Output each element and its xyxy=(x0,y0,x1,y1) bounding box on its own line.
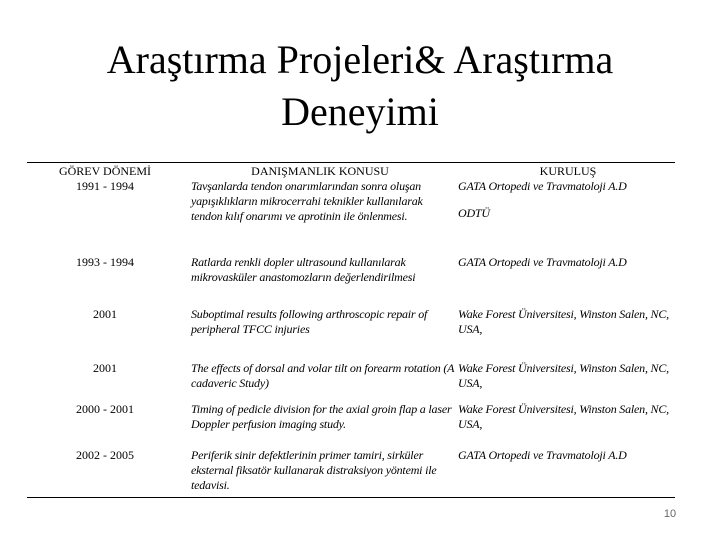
row-1-period: 1991 - 1994 xyxy=(76,179,134,193)
row-6-institution: GATA Ortopedi ve Travmatoloji A.D xyxy=(458,448,627,462)
row-2-institution: GATA Ortopedi ve Travmatoloji A.D xyxy=(458,255,627,269)
row-5-topic: Timing of pedicle division for the axial groin flap a laser Doppler perfusion imaging study. xyxy=(191,402,452,431)
row-1-topic: Tavşanlarda tendon onarımlarından sonra oluşan yapışıklıkların mikrocerrahi teknikler kullanılarak tendon kılıf onarımı ve aprotinin ile önlenmesi. xyxy=(191,179,423,223)
row-4-institution: Wake Forest Üniversitesi, Winston Salen, NC, USA, xyxy=(458,361,669,390)
table-top-rule xyxy=(27,162,675,163)
row-4-topic: The effects of dorsal and volar tilt on forearm rotation (A cadaveric Study) xyxy=(191,361,455,390)
title-line-2: Deneyimi xyxy=(281,89,439,134)
row-6-topic: Periferik sinir defektlerinin primer tamiri, sirküler eksternal fiksatör kullanarak distraksiyon yöntemi ile tedavisi. xyxy=(191,448,437,492)
page-title xyxy=(0,34,720,138)
row-3-institution: Wake Forest Üniversitesi, Winston Salen, NC, USA, xyxy=(458,307,669,336)
table-bottom-rule xyxy=(27,497,675,498)
row-1-institution: GATA Ortopedi ve Travmatoloji A.D xyxy=(458,179,627,193)
row-2-period: 1993 - 1994 xyxy=(76,255,134,269)
row-5-period: 2000 - 2001 xyxy=(76,402,134,416)
row-4-period: 2001 xyxy=(93,361,117,375)
column-header-period: GÖREV DÖNEMİ xyxy=(58,164,152,178)
column-header-topic: DANIŞMANLIK KONUSU xyxy=(251,164,389,178)
row-1-institution-2: ODTÜ xyxy=(458,206,490,220)
row-5-institution: Wake Forest Üniversitesi, Winston Salen, NC, USA, xyxy=(458,402,669,431)
row-6-period: 2002 - 2005 xyxy=(76,448,134,462)
row-3-topic: Suboptimal results following arthroscopic repair of peripheral TFCC injuries xyxy=(191,307,428,336)
page-number: 10 xyxy=(663,508,677,520)
column-header-institution: KURULUŞ xyxy=(539,164,597,178)
row-3-period: 2001 xyxy=(93,307,117,321)
title-line-1: Araştırma Projeleri& Araştırma xyxy=(106,37,614,82)
row-2-topic: Ratlarda renkli dopler ultrasound kullanılarak mikrovasküler anastomozların değerlendirilmesi xyxy=(191,255,416,284)
